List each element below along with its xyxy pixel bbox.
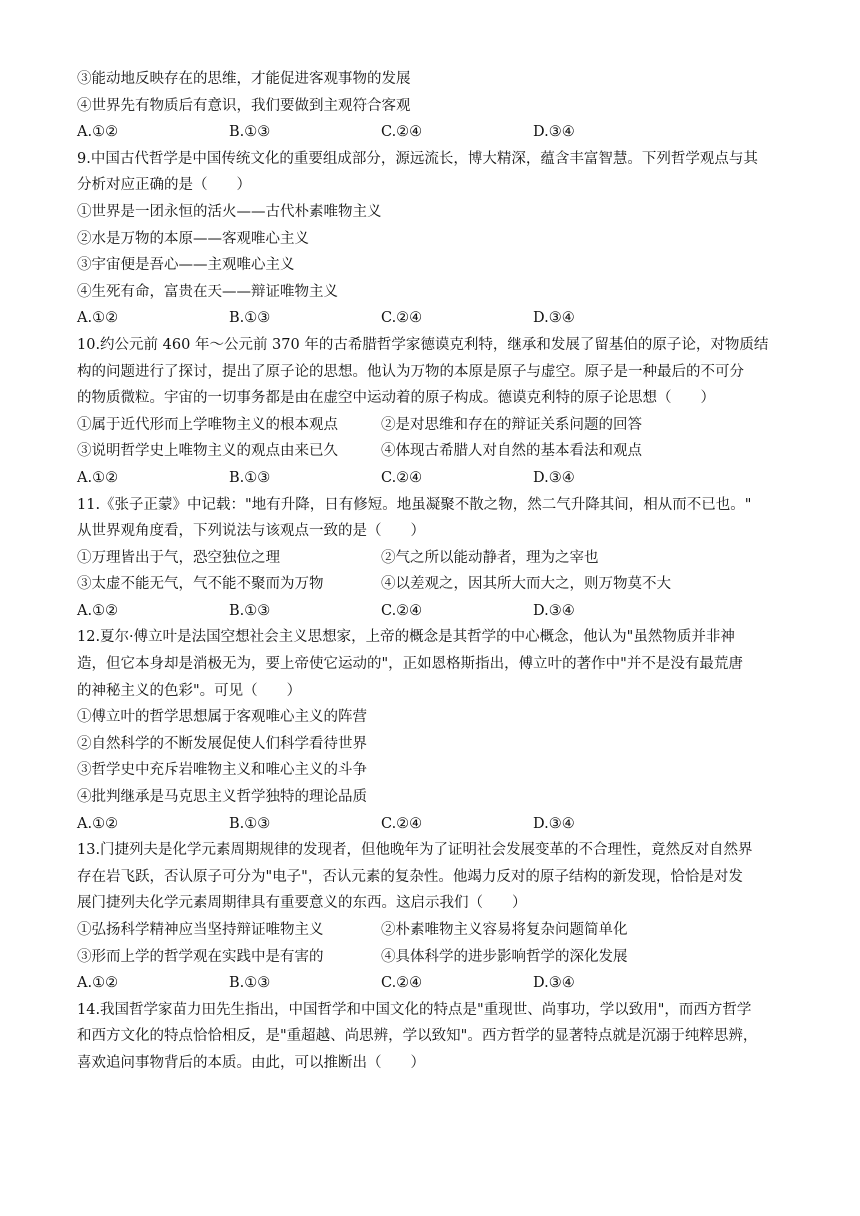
stem-line: 11.《张子正蒙》中记载："地有升降，日有修短。地虽凝聚不散之物，然二气升降其间，相从而不已也。"	[77, 496, 752, 513]
stem-line: 9.中国古代哲学是中国传统文化的重要组成部分，源远流长，博大精深，蕴含丰富智慧。下列哲学观点与其	[77, 150, 758, 167]
stem-line: 存在岩飞跃，否认原子可分为"电子"，否认元素的复杂性。他竭力反对的原子结构的新发现，恰恰是对发	[77, 868, 743, 885]
stem-line: 的物质微粒。宇宙的一切事务都是由在虚空中运动着的原子构成。德谟克利特的原子论思想（ ）	[77, 390, 715, 407]
question-stem	[77, 837, 787, 917]
statement: ②气之所以能动静者，理为之宰也	[381, 549, 599, 566]
stem-line: 10.约公元前 460 年～公元前 370 年的古希腊哲学家德谟克利特，继承和发展了留基伯的原子论，对物质结	[77, 336, 769, 353]
statement: ①傅立叶的哲学思想属于客观唯心主义的阵营	[77, 709, 367, 726]
statement: ③说明哲学史上唯物主义的观点由来已久	[77, 443, 338, 460]
option-a: A.①②	[77, 975, 119, 992]
question-stem	[77, 492, 787, 545]
question-12	[77, 624, 787, 837]
answer-options	[77, 811, 787, 838]
answer-options	[77, 598, 787, 625]
option-a: A.①②	[77, 469, 119, 486]
answer-options	[77, 305, 787, 332]
question-13	[77, 837, 787, 997]
option-d: D.③④	[533, 469, 575, 486]
option-d: D.③④	[533, 124, 575, 141]
option-c: C.②④	[381, 975, 423, 992]
statement: ③能动地反映存在的思维，才能促进客观事物的发展	[77, 71, 411, 87]
statement: ④世界先有物质后有意识，我们要做到主观符合客观	[77, 97, 411, 114]
statement: ④批判继承是马克思主义哲学独特的理论品质	[77, 789, 367, 806]
question-11	[77, 492, 787, 625]
stem-line: 和西方文化的特点恰恰相反，是"重超越、尚思辨，学以致知"。西方哲学的显著特点就是沉溺于纯粹思辨，	[77, 1028, 758, 1045]
stem-line: 13.门捷列夫是化学元素周期规律的发现者，但他晚年为了证明社会发展变革的不合理性，竟然反对自然界	[77, 842, 753, 859]
stem-line: 展门捷列夫化学元素周期律具有重要意义的东西。这启示我们（ ）	[77, 895, 527, 912]
statement: ①万理皆出于气，恐空独位之理	[77, 549, 280, 566]
question-14	[77, 997, 787, 1077]
question-10	[77, 332, 787, 492]
statement: ③宇宙便是吾心——主观唯心主义	[77, 257, 295, 274]
stem-line: 造，但它本身却是消极无为，要上帝使它运动的"，正如恩格斯指出，傅立叶的著作中"并不是没有最荒唐	[77, 656, 743, 673]
statement: ②自然科学的不断发展促使人们科学看待世界	[77, 735, 367, 752]
statement: ①属于近代形而上学唯物主义的根本观点	[77, 416, 338, 433]
option-c: C.②④	[381, 310, 423, 327]
statement-row	[77, 412, 787, 439]
statement: ④体现古希腊人对自然的基本看法和观点	[381, 443, 642, 460]
answer-options	[77, 465, 787, 492]
option-b: B.①③	[229, 602, 271, 619]
answer-options	[77, 119, 787, 146]
option-c: C.②④	[381, 469, 423, 486]
option-d: D.③④	[533, 602, 575, 619]
answer-options	[77, 970, 787, 997]
option-a: A.①②	[77, 124, 119, 141]
statement: ③形而上学的哲学观在实践中是有害的	[77, 948, 324, 965]
option-c: C.②④	[381, 815, 423, 832]
question-8-tail	[77, 66, 787, 146]
stem-line: 的神秘主义的色彩"。可见（ ）	[77, 682, 302, 699]
option-b: B.①③	[229, 815, 271, 832]
exam-page	[77, 66, 787, 1077]
option-d: D.③④	[533, 310, 575, 327]
statement: ④具体科学的进步影响哲学的深化发展	[381, 948, 628, 965]
option-c: C.②④	[381, 602, 423, 619]
question-9	[77, 146, 787, 332]
stem-line: 分析对应正确的是（ ）	[77, 177, 251, 194]
statement: ①世界是一团永恒的活火——古代朴素唯物主义	[77, 203, 382, 220]
statement-row	[77, 917, 787, 944]
statement: ③太虚不能无气，气不能不聚而为万物	[77, 576, 324, 593]
statement-row	[77, 438, 787, 465]
question-stem	[77, 332, 787, 412]
option-b: B.①③	[229, 469, 271, 486]
stem-line: 14.我国哲学家苗力田先生指出，中国哲学和中国文化的特点是"重现世、尚事功，学以致用"，而西方哲学	[77, 1001, 752, 1018]
stem-line: 构的问题进行了探讨，提出了原子论的思想。他认为万物的本原是原子与虚空。原子是一种最后的不可分	[77, 363, 744, 380]
stem-line: 喜欢追问事物背后的本质。由此，可以推断出（ ）	[77, 1054, 425, 1071]
statement: ④以差观之，因其所大而大之，则万物莫不大	[381, 576, 671, 593]
option-a: A.①②	[77, 310, 119, 327]
statement: ①弘扬科学精神应当坚持辩证唯物主义	[77, 922, 324, 938]
question-stem	[77, 146, 787, 199]
stem-line: 12.夏尔·傅立叶是法国空想社会主义思想家，上帝的概念是其哲学的中心概念，他认为"虽然物质并非神	[77, 629, 735, 646]
option-d: D.③④	[533, 815, 575, 832]
statement-row	[77, 545, 787, 572]
statement: ②朴素唯物主义容易将复杂问题简单化	[381, 922, 628, 938]
option-b: B.①③	[229, 310, 271, 327]
statement-row	[77, 944, 787, 971]
statement-row	[77, 571, 787, 598]
option-b: B.①③	[229, 124, 271, 141]
question-stem	[77, 624, 787, 704]
statement: ④生死有命，富贵在天——辩证唯物主义	[77, 283, 338, 300]
option-a: A.①②	[77, 602, 119, 619]
option-a: A.①②	[77, 815, 119, 832]
statement: ③哲学史中充斥岩唯物主义和唯心主义的斗争	[77, 762, 367, 779]
question-stem	[77, 997, 787, 1077]
statement: ②水是万物的本原——客观唯心主义	[77, 230, 309, 247]
stem-line: 从世界观角度看，下列说法与该观点一致的是（ ）	[77, 523, 425, 540]
option-b: B.①③	[229, 975, 271, 992]
statement: ②是对思维和存在的辩证关系问题的回答	[381, 416, 642, 433]
option-c: C.②④	[381, 124, 423, 141]
option-d: D.③④	[533, 975, 575, 992]
